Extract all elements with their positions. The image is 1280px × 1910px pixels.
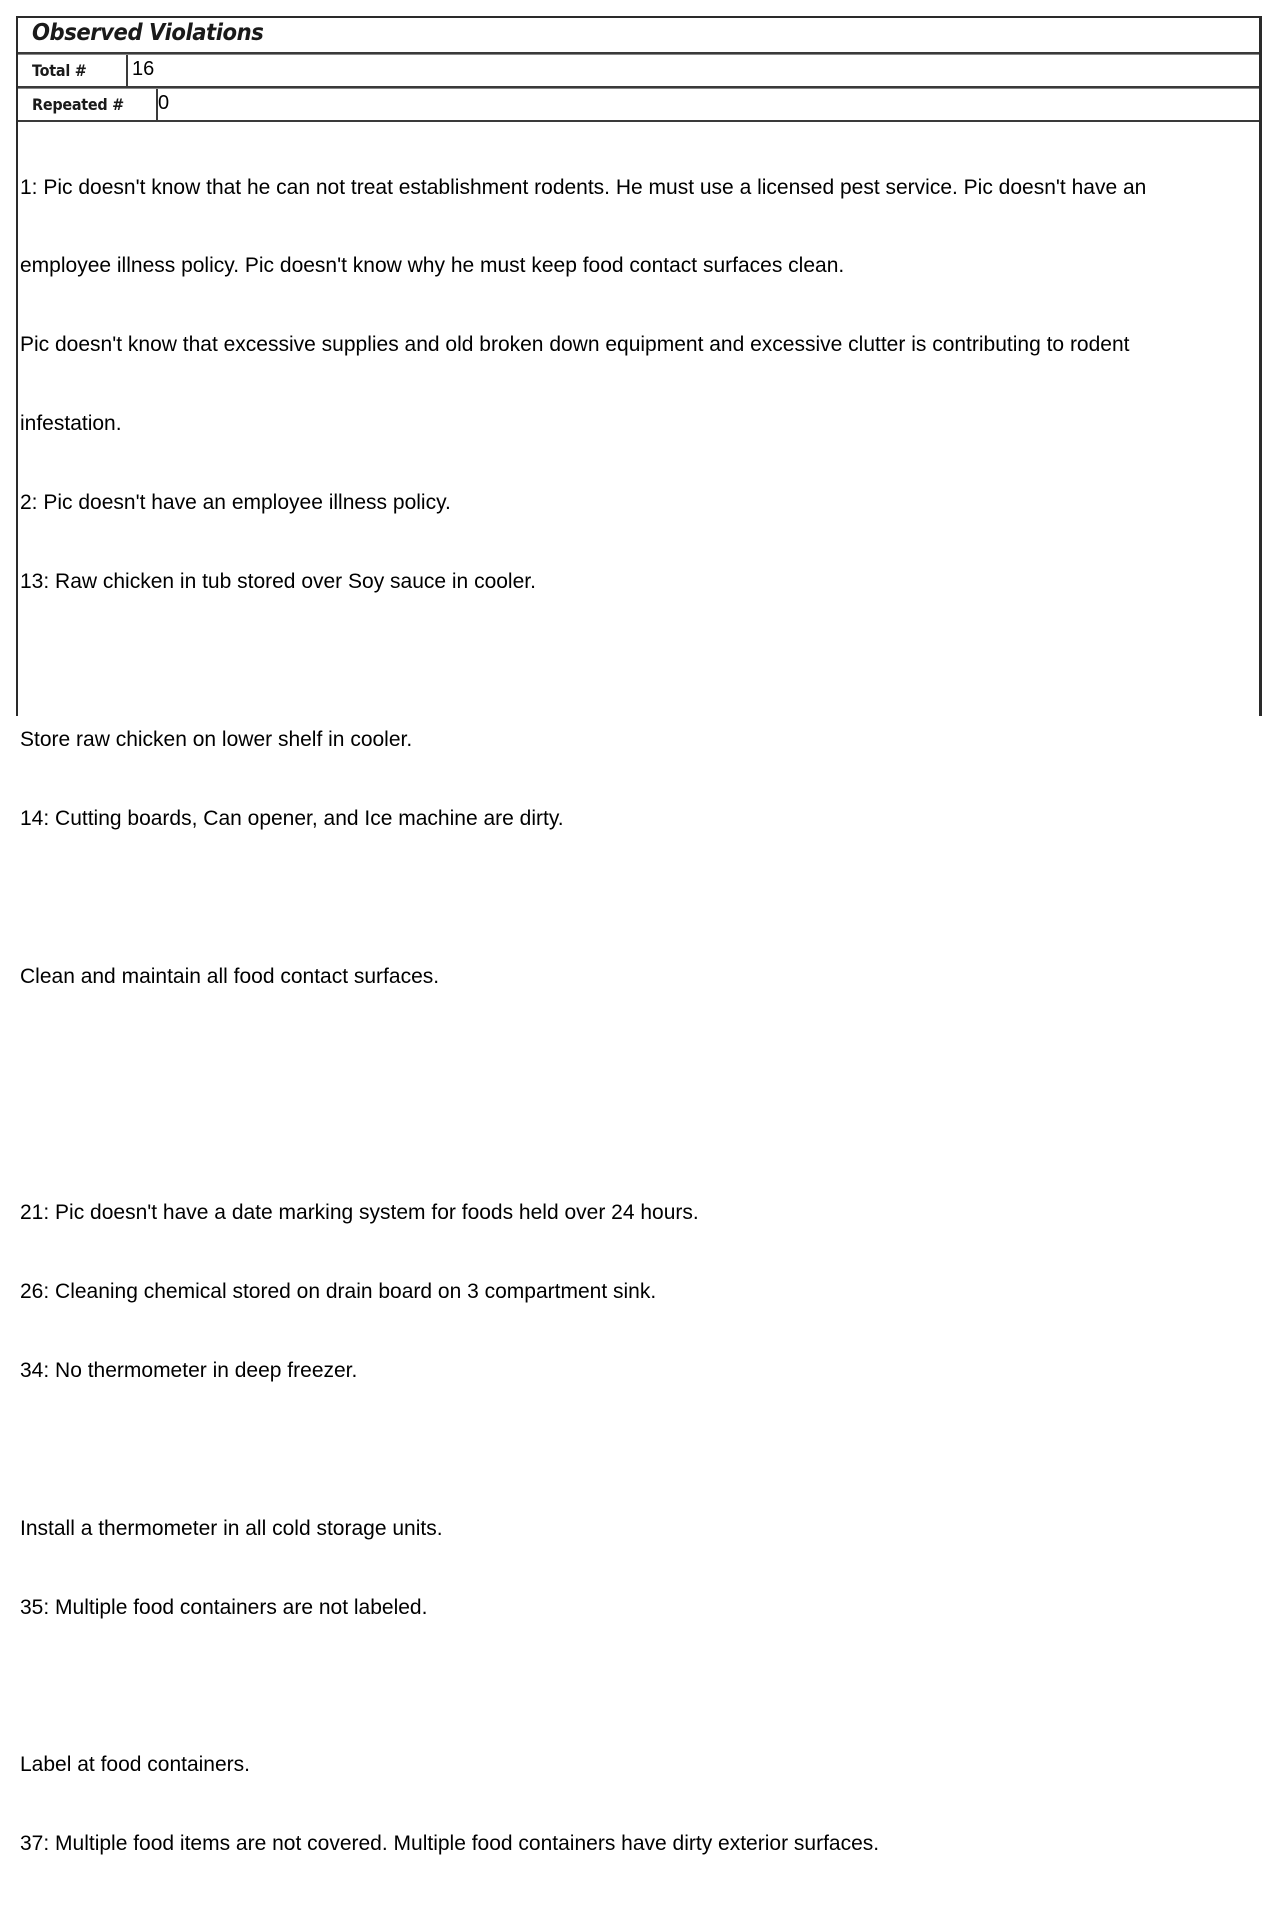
note-line: Pic doesn't know that excessive supplies and old broken down equipment and excessive clutter is contributing to rodent [20, 333, 1130, 357]
note-line: 14: Cutting boards, Can opener, and Ice machine are dirty. [20, 806, 564, 830]
section-title: Observed Violations [32, 20, 264, 46]
note-line: infestation. [20, 412, 122, 436]
total-value: 16 [132, 58, 155, 80]
repeated-label: Repeated # [32, 95, 124, 114]
note-line: 37: Multiple food items are not covered. Multiple food containers have dirty exterior surfaces. [20, 1832, 880, 1856]
note-line [20, 1042, 1253, 1068]
note-line [20, 1674, 1253, 1700]
note-line: 2: Pic doesn't have an employee illness policy. [20, 491, 451, 515]
note-line: 34: No thermometer in deep freezer. [20, 1358, 358, 1382]
note-line: 35: Multiple food containers are not labeled. [20, 1595, 428, 1619]
repeated-row [18, 88, 1259, 122]
title-row [18, 18, 1259, 54]
note-line: Install a thermometer in all cold storage units. [20, 1516, 443, 1540]
note-line: employee illness policy. Pic doesn't know why he must keep food contact surfaces clean. [20, 254, 845, 278]
note-line [20, 1121, 1253, 1147]
note-line [20, 1437, 1253, 1463]
note-line [20, 648, 1253, 674]
violation-notes [20, 122, 1253, 1910]
total-label: Total # [32, 61, 87, 80]
observed-violations-panel [16, 16, 1262, 1856]
note-line: Store raw chicken on lower shelf in cooler. [20, 727, 413, 751]
note-line: 1: Pic doesn't know that he can not treat establishment rodents. He must use a licensed pest service. Pic doesn't have an [20, 175, 1147, 199]
note-line: Clean and maintain all food contact surfaces. [20, 964, 440, 988]
total-divider [126, 55, 128, 86]
note-line: 26: Cleaning chemical stored on drain board on 3 compartment sink. [20, 1280, 657, 1304]
note-line [20, 885, 1253, 911]
note-line: 21: Pic doesn't have a date marking system for foods held over 24 hours. [20, 1201, 699, 1225]
repeated-value: 0 [158, 92, 170, 114]
note-line: Label at food containers. [20, 1753, 250, 1777]
note-line: 13: Raw chicken in tub stored over Soy sauce in cooler. [20, 570, 536, 594]
total-row [18, 54, 1259, 88]
